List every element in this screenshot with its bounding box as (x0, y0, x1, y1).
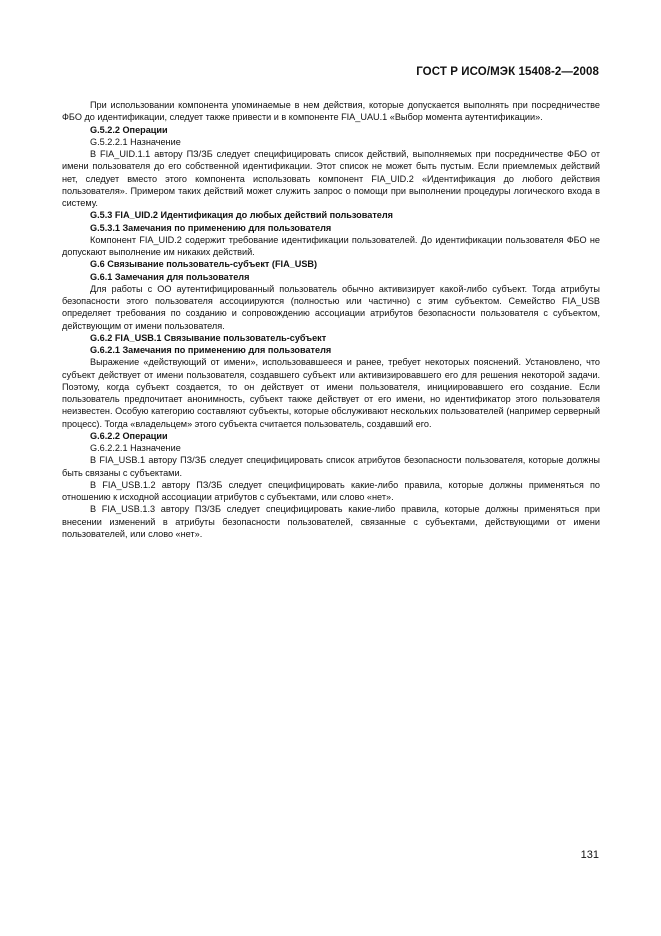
paragraph: В FIA_USB.1 автору ПЗ/ЗБ следует специфицировать список атрибутов безопасности пользователя, которые должны быть связаны с субъектами. (62, 455, 600, 478)
section-heading: G.5.2.2 Операции (90, 124, 168, 135)
paragraph: Для работы с ОО аутентифицированный пользователь обычно активизирует какой-либо субъект. Тогда атрибуты безопасности этого пользователя ассоциируются (полностью или частично) с этим субъектом. Семейство FIA_USB определяет требования по созданию и сопровождению ассоциации атрибутов безопасности пользователя с субъектом, действующим от имени пользователя. (62, 283, 600, 331)
paragraph: В FIA_UID.1.1 автору ПЗ/ЗБ следует специфицировать список действий, выполняемых при посредничестве ФБО от имени пользователя до его собственной идентификации. Этот список не может быть пустым. Если приемлемых действий нет, следует вместо этого компонента использовать компонент FIA_UID.2 «Идентификация до любого действия пользователя». Примером таких действий может служить запрос о помощи при выполнении процедуры логического входа в систему. (62, 149, 600, 208)
document-body (62, 99, 600, 540)
section-heading: G.6.1 Замечания для пользователя (90, 271, 250, 282)
page-number: 131 (580, 849, 599, 861)
paragraph: При использовании компонента упоминаемые в нем действия, которые допускается выполнять при посредничестве ФБО до идентификации, следует также привести и в компоненте FIA_UAU.1 «Выбор момента аутентификации». (62, 100, 600, 123)
section-heading: G.5.3 FIA_UID.2 Идентификация до любых действий пользователя (90, 210, 393, 221)
paragraph: В FIA_USB.1.2 автору ПЗ/ЗБ следует специфицировать какие-либо правила, которые должны применяться по отношению к исходной ассоциации атрибутов с субъектами, или слово «нет». (62, 479, 600, 502)
section-heading: G.6.2 FIA_USB.1 Связывание пользователь-субъект (90, 332, 327, 343)
paragraph: В FIA_USB.1.3 автору ПЗ/ЗБ следует специфицировать какие-либо правила, которые должны применяться при внесении изменений в атрибуты безопасности пользователей, связанные с субъектами, действующими от имени пользователей, или слово «нет». (62, 504, 600, 539)
section-heading: G.6 Связывание пользователь-субъект (FIA_USB) (90, 259, 318, 270)
section-heading: G.5.3.1 Замечания по применению для пользователя (90, 222, 332, 233)
section-heading: G.6.2.1 Замечания по применению для пользователя (90, 345, 332, 355)
paragraph: Выражение «действующий от имени», использовавшееся и ранее, требует некоторых пояснений. Установлено, что субъект действует от имени пользователя, создавшего субъект или активизировавшего его для решения некоторой задачи. Поэтому, когда субъект создается, то он действует от имени пользователя, инициировавшего его создание. Если пользователь предпочитает анонимность, субъект также действует от его имени, но идентификатор этого пользователя неизвестен. Особую категорию составляют субъекты, которые обслуживают нескольких пользователей (например серверный процесс). Тогда «владельцем» этого субъекта считается пользователь, создавший его. (62, 357, 600, 429)
paragraph: Компонент FIA_UID.2 содержит требование идентификации пользователей. До идентификации пользователя ФБО не допускают выполнение им никаких действий. (62, 234, 600, 257)
subsection-label: G.6.2.2.1 Назначение (90, 443, 181, 453)
section-heading: G.6.2.2 Операции (90, 430, 168, 441)
subsection-label: G.5.2.2.1 Назначение (90, 136, 181, 147)
page-header: ГОСТ Р ИСО/МЭК 15408-2—2008 (416, 66, 599, 78)
